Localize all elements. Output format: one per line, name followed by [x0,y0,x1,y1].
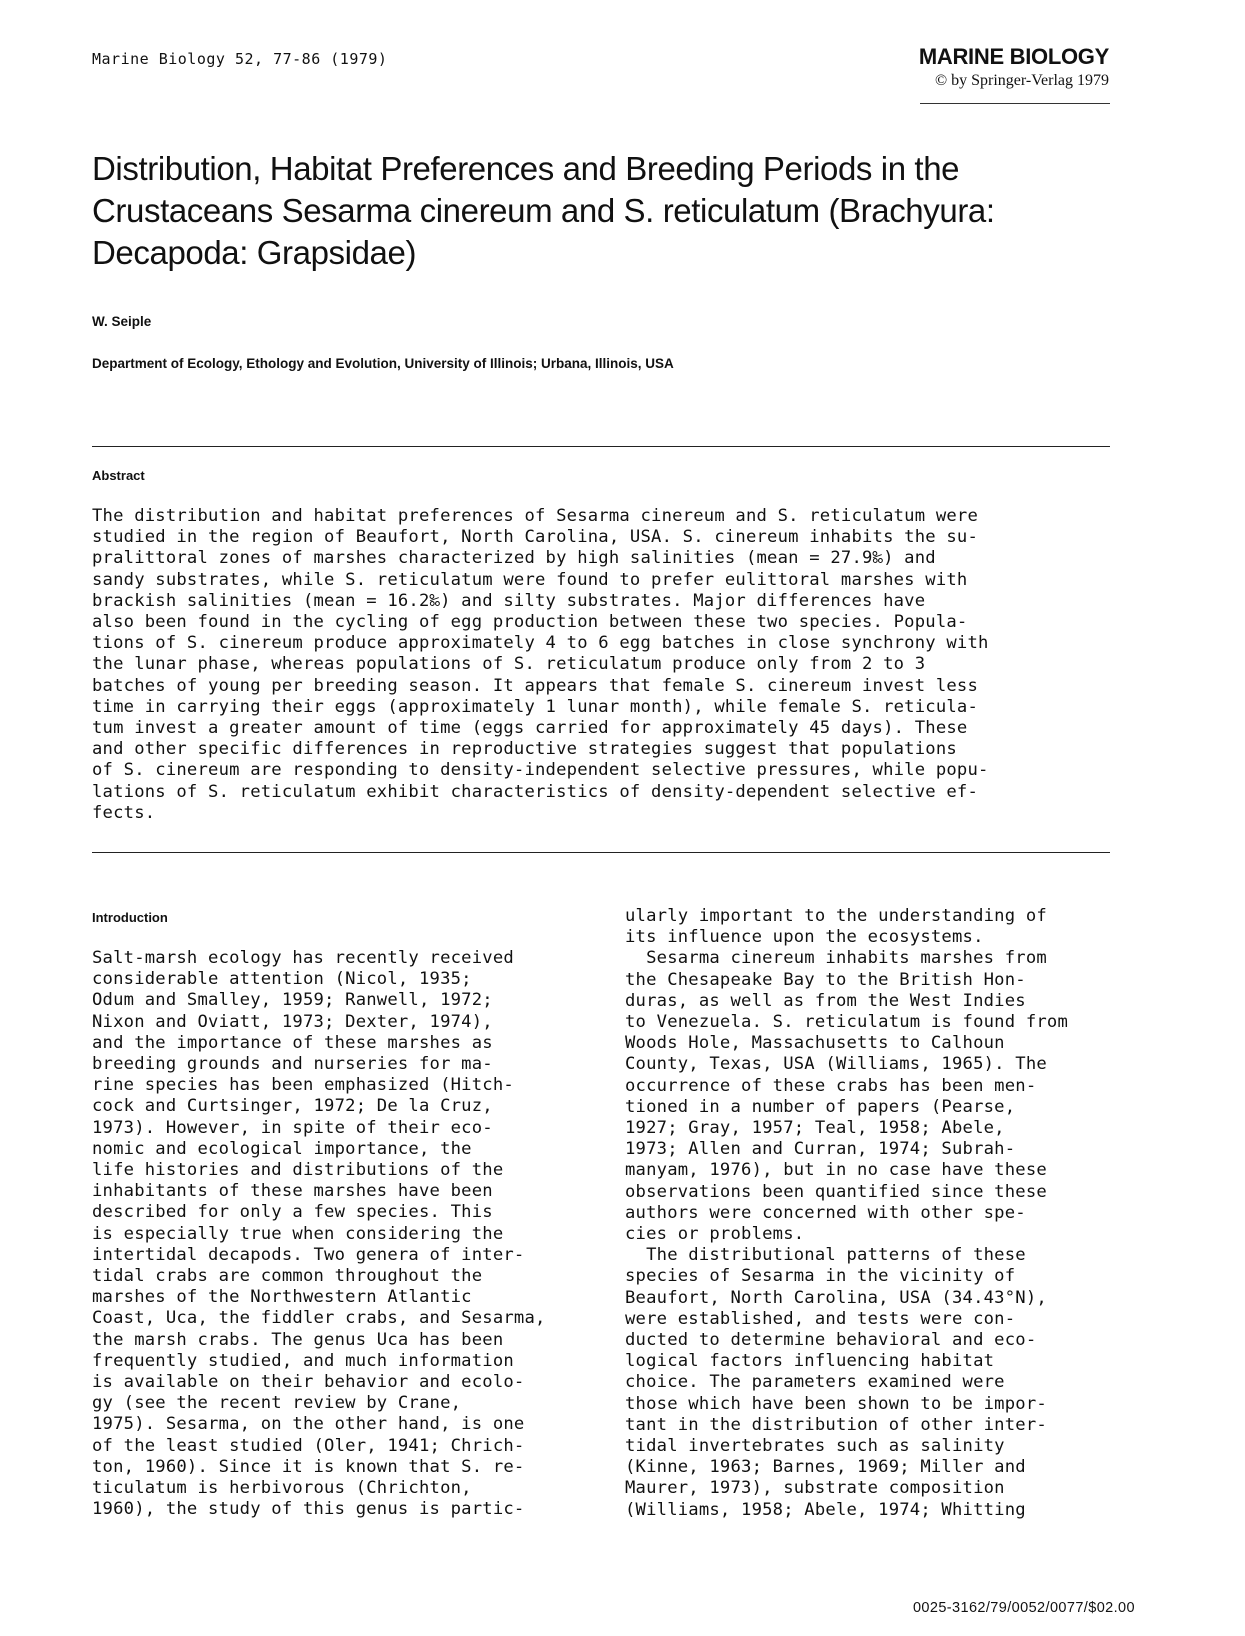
text-line: and other specific differences in reproductive strategies suggest that populations [92,739,957,760]
author-name: W. Seiple [92,314,152,329]
text-line: Woods Hole, Massachusetts to Calhoun [625,1033,1005,1054]
title-line [92,148,1102,190]
text-line: tions of S. cinereum produce approximately 4 to 6 egg batches in close synchrony with [92,633,989,654]
text-line: those which have been shown to be impor- [625,1393,1047,1414]
text-line: life histories and distributions of the [92,1160,504,1181]
journal-citation: Marine Biology 52, 77-86 (1979) [92,50,388,68]
text-line: authors were concerned with other spe- [625,1202,1026,1223]
text-line: observations been quantified since these [625,1181,1047,1202]
text-line: of the least studied (Oler, 1941; Chrich- [92,1435,525,1456]
text-line: is especially true when considering the [92,1223,504,1244]
text-line: to Venezuela. S. reticulatum is found from [625,1012,1069,1033]
article-title [92,148,1102,274]
text-line: cies or problems. [625,1224,805,1245]
text-line: Sesarma cinereum inhabits marshes from [625,948,1047,969]
text-line: batches of young per breeding season. It appears that female S. cinereum invest less [92,675,979,696]
title-line-text: Crustaceans Sesarma cinereum and S. reticulatum (Brachyura: [92,192,995,229]
text-line: brackish salinities (mean = 16.2‰) and silty substrates. Major differences have [92,590,926,611]
text-line: tioned in a number of papers (Pearse, [625,1096,1016,1117]
text-line: its influence upon the ecosystems. [625,927,984,948]
text-line: rine species has been emphasized (Hitch- [92,1075,514,1096]
introduction-heading: Introduction [92,910,168,925]
title-line [92,190,1102,232]
publisher-line: © by Springer-Verlag 1979 [934,72,1109,89]
text-line: County, Texas, USA (Williams, 1965). The [625,1054,1047,1075]
title-line-text: Decapoda: Grapsidae) [92,234,417,271]
abstract-top-rule [92,446,1110,447]
text-line: 1973; Allen and Curran, 1974; Subrah- [625,1139,1016,1160]
introduction-right-column [625,906,1135,1521]
text-line: cock and Curtsinger, 1972; De la Cruz, [92,1096,493,1117]
text-line: manyam, 1976), but in no case have these [625,1160,1047,1181]
text-line: studied in the region of Beaufort, North Carolina, USA. S. cinereum inhabits the su- [92,527,979,548]
text-line: species of Sesarma in the vicinity of [625,1266,1016,1287]
text-line: Maurer, 1973), substrate composition [625,1478,1005,1499]
text-line: the lunar phase, whereas populations of S. reticulatum produce only from 2 to 3 [92,654,926,675]
text-line: Odum and Smalley, 1959; Ranwell, 1972; [92,990,493,1011]
text-line: (Kinne, 1963; Barnes, 1969; Miller and [625,1457,1026,1478]
text-line: occurrence of these crabs has been men- [625,1075,1037,1096]
text-line: Beaufort, North Carolina, USA (34.43°N), [625,1287,1047,1308]
journal-name: MARINE BIOLOGY [918,44,1109,69]
text-line: frequently studied, and much information [92,1350,514,1371]
text-line: 1973). However, in spite of their eco- [92,1117,493,1138]
text-line: were established, and tests were con- [625,1308,1016,1329]
text-line: (Williams, 1958; Abele, 1974; Whitting [625,1499,1026,1520]
text-line: and the importance of these marshes as [92,1032,493,1053]
text-line: tum invest a greater amount of time (eggs carried for approximately 45 days). These [92,718,968,739]
text-line: ducted to determine behavioral and eco- [625,1330,1037,1351]
text-line: time in carrying their eggs (approximately 1 lunar month), while female S. reticula- [92,696,979,717]
text-line: ularly important to the understanding of [625,906,1047,926]
abstract-heading: Abstract [92,468,145,483]
author-affiliation: Department of Ecology, Ethology and Evolution, University of Illinois; Urbana, Illinois, USA [92,356,674,371]
text-line: logical factors influencing habitat [625,1351,995,1372]
text-line: 1927; Gray, 1957; Teal, 1958; Abele, [625,1118,1005,1139]
text-line: tidal crabs are common throughout the [92,1266,483,1287]
text-line: The distributional patterns of these [625,1245,1026,1266]
text-line: 1960), the study of this genus is partic- [92,1499,525,1520]
text-line: tant in the distribution of other inter- [625,1414,1047,1435]
text-line: pralittoral zones of marshes characterized by high salinities (mean = 27.9‰) and [92,548,936,569]
text-line: the marsh crabs. The genus Uca has been [92,1329,504,1350]
text-line: described for only a few species. This [92,1202,493,1223]
abstract-body [92,506,1122,824]
text-line: Coast, Uca, the fiddler crabs, and Sesarma, [92,1308,546,1329]
text-line: fects. [92,802,156,823]
text-line: considerable attention (Nicol, 1935; [92,969,472,990]
text-line: of S. cinereum are responding to density-independent selective pressures, while popu- [92,760,989,781]
text-line: also been found in the cycling of egg production between these two species. Popula- [92,612,968,633]
text-line: is available on their behavior and ecolo- [92,1372,525,1393]
text-line: lations of S. reticulatum exhibit characteristics of density-dependent selective ef- [92,781,979,802]
text-line: gy (see the recent review by Crane, [92,1393,462,1414]
price-code: 0025-3162/79/0052/0077/$02.00 [912,1600,1135,1616]
text-line: tidal invertebrates such as salinity [625,1436,1005,1457]
brand-divider [920,103,1110,104]
title-line [92,232,1102,274]
text-line: ticulatum is herbivorous (Chrichton, [92,1478,472,1499]
text-line: Nixon and Oviatt, 1973; Dexter, 1974), [92,1011,493,1032]
text-line: marshes of the Northwestern Atlantic [92,1287,472,1308]
abstract-bottom-rule [92,852,1110,853]
title-line-text: Distribution, Habitat Preferences and Breeding Periods in the [92,150,960,187]
text-line: intertidal decapods. Two genera of inter- [92,1244,525,1265]
journal-brand [919,44,1109,90]
text-line: the Chesapeake Bay to the British Hon- [625,969,1026,990]
text-line: The distribution and habitat preferences of Sesarma cinereum and S. reticulatum were [92,506,979,526]
text-line: breeding grounds and nurseries for ma- [92,1054,493,1075]
text-line: sandy substrates, while S. reticulatum were found to prefer eulittoral marshes with [92,569,968,590]
introduction-left-column [92,948,602,1520]
text-line: ton, 1960). Since it is known that S. re- [92,1456,525,1477]
text-line: 1975). Sesarma, on the other hand, is one [92,1414,525,1435]
text-line: nomic and ecological importance, the [92,1138,472,1159]
text-line: choice. The parameters examined were [625,1372,1005,1393]
text-line: Salt-marsh ecology has recently received [92,948,514,968]
text-line: duras, as well as from the West Indies [625,990,1026,1011]
text-line: inhabitants of these marshes have been [92,1181,493,1202]
